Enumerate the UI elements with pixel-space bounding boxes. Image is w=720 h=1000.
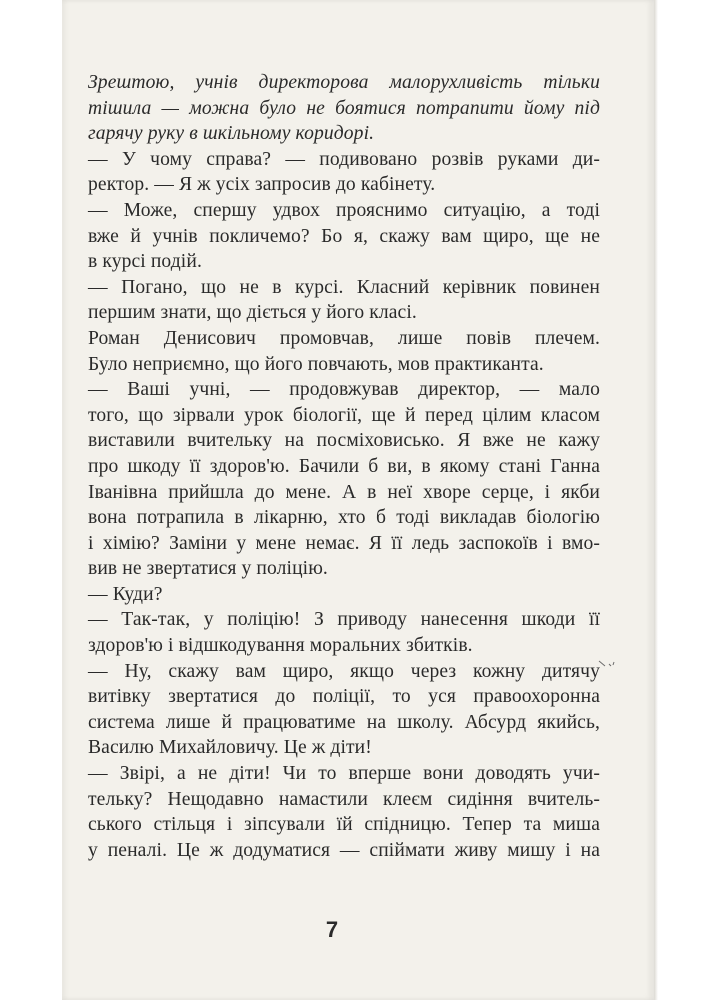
text-line: витівку звертатися до поліції, то уся правоохоронна [88,686,600,708]
text-line: в курсі подій. [88,251,202,273]
text-line: Було неприємно, що його повчають, мов практиканта. [88,353,544,375]
text-line: вив не звертатися у поліцію. [88,558,328,580]
page-number: 7 [325,917,339,942]
text-line: вона потрапила в лікарню, хто б тоді викладав біологію [88,507,600,529]
text-line: Зрештою, учнів директорова малорухливість тільки [88,72,600,93]
body-text [88,70,600,863]
text-line: — Куди? [88,583,163,605]
text-line: гарячу руку в шкільному коридорі. [88,123,375,145]
ink-speck-mark [598,660,616,668]
text-line: — Погано, що не в курсі. Класний керівник повинен [88,276,600,298]
text-line: ського стільця і зіпсували їй спідницю. Тепер та миша [88,814,600,836]
text-line: того, що зірвали урок біології, ще й перед цілим класом [88,404,600,426]
text-line: система лише й працюватиме на школу. Абсурд якийсь, [88,711,600,733]
page-edge [654,0,658,1000]
text-line: — У чому справа? — подивовано розвів руками ди- [88,148,600,170]
text-line: у пеналі. Це ж додуматися — спіймати живу мишу і на [88,839,600,861]
text-line: — Може, спершу удвох прояснимо ситуацію, а тоді [88,199,600,221]
text-line: про шкоду її здоров'ю. Бачили б ви, в якому стані Ганна [88,455,600,477]
text-line: Роман Денисович промовчав, лише повів плечем. [88,327,600,349]
text-line: Василю Михайловичу. Це ж діти! [88,737,372,759]
text-line: Іванівна прийшла до мене. А в неї хворе серце, і якби [88,481,600,503]
text-line: — Ну, скажу вам щиро, якщо через кожну дитячу [88,660,600,682]
text-line: здоров'ю і відшкодування моральних збитків. [88,635,473,657]
text-line: — Так-так, у поліцію! З приводу нанесення шкоди її [88,609,600,631]
text-line: тельку? Нещодавно намастили клеєм сидіння вчитель- [88,788,600,810]
text-line: — Звірі, а не діти! Чи то вперше вони доводять учи- [88,763,600,785]
text-line: ректор. — Я ж усіх запросив до кабінету. [88,174,436,196]
text-line: вже й учнів покличемо? Бо я, скажу вам щиро, ще не [88,225,600,247]
text-line: і хімію? Заміни у мене немає. Я її ледь заспокоїв і вмо- [88,532,600,554]
text-line: першим знати, що діється у його класі. [88,302,417,324]
text-line: виставили вчительку на посміховисько. Я вже не кажу [88,430,600,452]
text-line: — Ваші учні, — продовжував директор, — мало [88,379,600,401]
text-line: тішила — можна було не боятися потрапити йому під [88,97,600,119]
